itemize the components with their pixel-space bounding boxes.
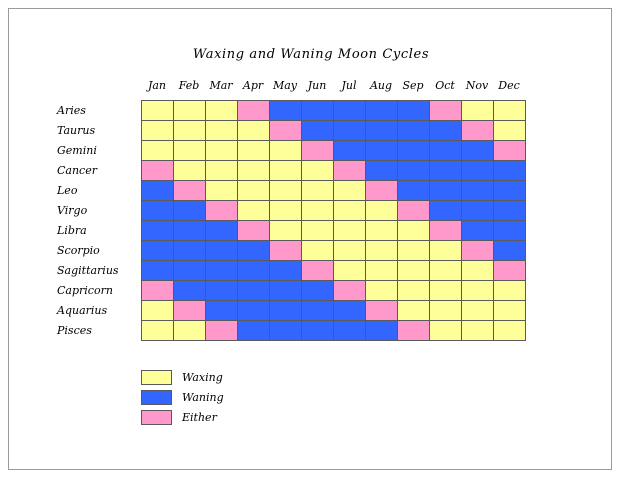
row-header: Aries	[57, 104, 86, 117]
heatmap-cell	[365, 181, 397, 201]
heatmap-cell	[141, 201, 173, 221]
heatmap-cell	[269, 161, 301, 181]
heatmap-cell	[365, 101, 397, 121]
heatmap-cell	[205, 181, 237, 201]
legend-swatch	[141, 390, 172, 405]
heatmap-cell	[493, 181, 525, 201]
heatmap-row	[57, 321, 525, 341]
heatmap-cell	[333, 121, 365, 141]
heatmap-cell	[173, 101, 205, 121]
heatmap-cell	[205, 201, 237, 221]
heatmap-cell	[461, 241, 493, 261]
heatmap-cell	[237, 121, 269, 141]
heatmap-cell	[301, 101, 333, 121]
heatmap-cell	[461, 281, 493, 301]
heatmap-row	[57, 161, 525, 181]
heatmap-grid	[57, 79, 526, 341]
heatmap-cell	[493, 101, 525, 121]
heatmap-cell	[141, 261, 173, 281]
heatmap-cell	[141, 321, 173, 341]
heatmap-cell	[397, 241, 429, 261]
legend-item	[141, 387, 224, 407]
heatmap-cell	[237, 321, 269, 341]
heatmap-cell	[461, 181, 493, 201]
heatmap-cell	[205, 321, 237, 341]
column-header: May	[272, 79, 298, 92]
heatmap-cell	[301, 141, 333, 161]
heatmap-cell	[333, 181, 365, 201]
row-header: Scorpio	[57, 244, 100, 257]
heatmap-cell	[205, 261, 237, 281]
heatmap-cell	[205, 241, 237, 261]
heatmap-cell	[429, 301, 461, 321]
heatmap-cell	[141, 301, 173, 321]
heatmap-cell	[269, 101, 301, 121]
heatmap-cell	[173, 181, 205, 201]
heatmap-body	[57, 101, 525, 341]
chart-title: Waxing and Waning Moon Cycles	[192, 47, 430, 62]
heatmap-row	[57, 221, 525, 241]
heatmap-cell	[333, 281, 365, 301]
heatmap-cell	[397, 201, 429, 221]
heatmap-cell	[397, 121, 429, 141]
heatmap-cell	[429, 201, 461, 221]
heatmap-cell	[205, 161, 237, 181]
heatmap-cell	[333, 301, 365, 321]
heatmap-cell	[429, 321, 461, 341]
heatmap-cell	[141, 101, 173, 121]
heatmap-cell	[333, 261, 365, 281]
heatmap-cell	[461, 121, 493, 141]
heatmap-cell	[269, 181, 301, 201]
row-header: Taurus	[57, 124, 96, 137]
heatmap-header	[57, 79, 525, 101]
heatmap-cell	[365, 221, 397, 241]
heatmap-cell	[301, 221, 333, 241]
heatmap-cell	[237, 101, 269, 121]
heatmap-cell	[493, 241, 525, 261]
heatmap-cell	[397, 161, 429, 181]
heatmap-cell	[461, 261, 493, 281]
heatmap-cell	[333, 241, 365, 261]
heatmap-cell	[173, 161, 205, 181]
heatmap-row	[57, 121, 525, 141]
heatmap-cell	[493, 301, 525, 321]
column-header: Apr	[242, 79, 264, 92]
column-header: Jan	[147, 79, 167, 92]
heatmap-cell	[365, 281, 397, 301]
row-header: Aquarius	[57, 304, 108, 317]
heatmap-cell	[237, 201, 269, 221]
heatmap-cell	[269, 321, 301, 341]
legend-label: Waning	[182, 390, 224, 404]
heatmap-table	[57, 79, 526, 341]
heatmap-cell	[493, 141, 525, 161]
column-header: Jun	[307, 79, 327, 92]
heatmap-cell	[237, 181, 269, 201]
legend-swatch	[141, 410, 172, 425]
heatmap-cell	[397, 181, 429, 201]
heatmap-cell	[205, 221, 237, 241]
legend-item	[141, 367, 224, 387]
heatmap-cell	[141, 241, 173, 261]
row-header: Gemini	[57, 144, 97, 157]
heatmap-cell	[333, 101, 365, 121]
heatmap-row	[57, 101, 525, 121]
heatmap-cell	[333, 201, 365, 221]
heatmap-cell	[429, 221, 461, 241]
row-header: Sagittarius	[57, 264, 119, 277]
heatmap-cell	[141, 121, 173, 141]
heatmap-cell	[365, 161, 397, 181]
corner-cell	[57, 79, 141, 101]
legend	[141, 367, 224, 427]
heatmap-cell	[461, 221, 493, 241]
heatmap-cell	[493, 201, 525, 221]
heatmap-cell	[429, 101, 461, 121]
column-header: Oct	[435, 79, 455, 92]
heatmap-cell	[365, 241, 397, 261]
heatmap-cell	[493, 221, 525, 241]
heatmap-cell	[173, 281, 205, 301]
heatmap-cell	[301, 121, 333, 141]
legend-item	[141, 407, 224, 427]
heatmap-cell	[173, 221, 205, 241]
heatmap-cell	[237, 241, 269, 261]
heatmap-cell	[205, 281, 237, 301]
heatmap-cell	[301, 201, 333, 221]
heatmap-cell	[141, 161, 173, 181]
heatmap-cell	[301, 321, 333, 341]
heatmap-cell	[141, 221, 173, 241]
heatmap-cell	[461, 201, 493, 221]
heatmap-cell	[205, 121, 237, 141]
legend-label: Waxing	[182, 370, 223, 384]
heatmap-cell	[237, 221, 269, 241]
row-header: Capricorn	[57, 284, 113, 297]
heatmap-cell	[429, 241, 461, 261]
heatmap-cell	[173, 201, 205, 221]
heatmap-cell	[333, 141, 365, 161]
heatmap-cell	[365, 301, 397, 321]
heatmap-cell	[269, 281, 301, 301]
heatmap-cell	[205, 101, 237, 121]
row-header: Libra	[57, 224, 87, 237]
column-header: Nov	[465, 79, 489, 92]
heatmap-cell	[141, 141, 173, 161]
heatmap-cell	[301, 281, 333, 301]
heatmap-cell	[237, 161, 269, 181]
heatmap-row	[57, 201, 525, 221]
heatmap-row	[57, 181, 525, 201]
heatmap-cell	[269, 261, 301, 281]
column-header-row	[57, 79, 525, 101]
heatmap-cell	[461, 161, 493, 181]
heatmap-row	[57, 261, 525, 281]
heatmap-cell	[365, 321, 397, 341]
heatmap-cell	[237, 301, 269, 321]
heatmap-cell	[237, 141, 269, 161]
heatmap-cell	[301, 181, 333, 201]
heatmap-cell	[493, 321, 525, 341]
heatmap-cell	[365, 261, 397, 281]
heatmap-cell	[429, 181, 461, 201]
heatmap-cell	[461, 321, 493, 341]
heatmap-row	[57, 241, 525, 261]
heatmap-cell	[365, 121, 397, 141]
heatmap-cell	[237, 261, 269, 281]
heatmap-cell	[493, 281, 525, 301]
row-header: Leo	[57, 184, 78, 197]
heatmap-cell	[429, 161, 461, 181]
heatmap-cell	[173, 301, 205, 321]
heatmap-cell	[397, 321, 429, 341]
heatmap-cell	[269, 141, 301, 161]
heatmap-cell	[333, 221, 365, 241]
heatmap-cell	[173, 241, 205, 261]
row-header: Cancer	[57, 164, 97, 177]
legend-label: Either	[182, 410, 217, 424]
heatmap-cell	[173, 321, 205, 341]
heatmap-cell	[301, 241, 333, 261]
heatmap-cell	[269, 301, 301, 321]
heatmap-cell	[333, 321, 365, 341]
heatmap-cell	[429, 141, 461, 161]
heatmap-cell	[429, 281, 461, 301]
heatmap-cell	[301, 161, 333, 181]
heatmap-cell	[269, 241, 301, 261]
heatmap-cell	[365, 201, 397, 221]
heatmap-cell	[397, 301, 429, 321]
column-header: Dec	[498, 79, 520, 92]
heatmap-cell	[269, 121, 301, 141]
chart-frame	[8, 8, 612, 470]
legend-swatch	[141, 370, 172, 385]
heatmap-cell	[397, 141, 429, 161]
heatmap-cell	[333, 161, 365, 181]
heatmap-cell	[461, 301, 493, 321]
heatmap-cell	[493, 161, 525, 181]
heatmap-cell	[397, 221, 429, 241]
heatmap-cell	[493, 261, 525, 281]
column-header: Feb	[178, 79, 200, 92]
heatmap-cell	[461, 101, 493, 121]
row-header: Virgo	[57, 204, 88, 217]
heatmap-row	[57, 301, 525, 321]
heatmap-cell	[205, 301, 237, 321]
heatmap-cell	[397, 101, 429, 121]
heatmap-cell	[429, 261, 461, 281]
heatmap-cell	[429, 121, 461, 141]
heatmap-cell	[173, 141, 205, 161]
column-header: Sep	[402, 79, 424, 92]
heatmap-cell	[141, 281, 173, 301]
heatmap-cell	[173, 121, 205, 141]
heatmap-cell	[301, 301, 333, 321]
heatmap-cell	[141, 181, 173, 201]
heatmap-cell	[269, 201, 301, 221]
column-header: Jul	[341, 79, 357, 92]
heatmap-cell	[397, 261, 429, 281]
heatmap-cell	[365, 141, 397, 161]
column-header: Aug	[369, 79, 393, 92]
heatmap-row	[57, 281, 525, 301]
heatmap-cell	[237, 281, 269, 301]
heatmap-cell	[205, 141, 237, 161]
heatmap-cell	[461, 141, 493, 161]
heatmap-row	[57, 141, 525, 161]
column-header: Mar	[209, 79, 233, 92]
heatmap-cell	[269, 221, 301, 241]
heatmap-cell	[397, 281, 429, 301]
row-header: Pisces	[57, 324, 92, 337]
heatmap-cell	[173, 261, 205, 281]
heatmap-cell	[301, 261, 333, 281]
heatmap-cell	[493, 121, 525, 141]
